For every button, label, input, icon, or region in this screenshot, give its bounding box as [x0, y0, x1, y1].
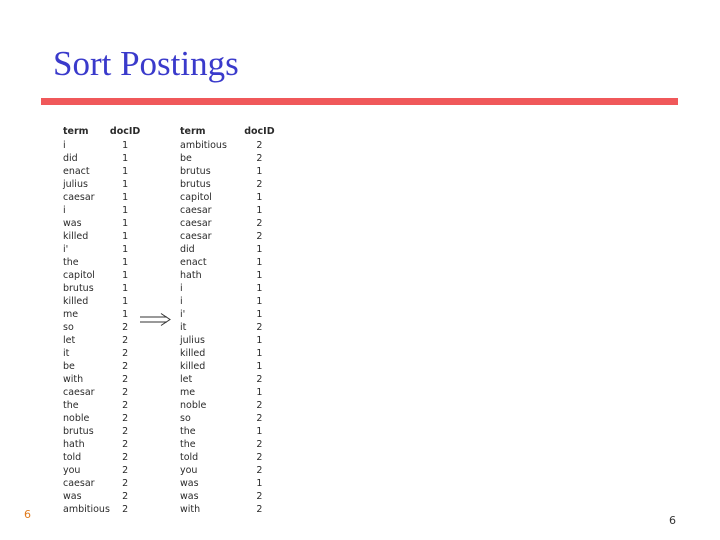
docid-cell: 1	[256, 309, 263, 320]
table-row	[63, 191, 140, 204]
table-row	[180, 295, 292, 308]
table-row	[63, 425, 140, 438]
term-cell: you	[180, 465, 198, 476]
table-row	[63, 373, 140, 386]
term-cell: noble	[180, 400, 207, 411]
term-cell: be	[180, 153, 192, 164]
slide-title: Sort Postings	[53, 44, 239, 83]
docid-cell: 1	[256, 361, 263, 372]
term-cell: i	[180, 296, 183, 307]
table-row	[180, 386, 292, 399]
term-cell: capitol	[180, 192, 212, 203]
docid-cell: 2	[256, 374, 263, 385]
table-row	[63, 386, 140, 399]
docid-cell: 2	[256, 400, 263, 411]
table-row	[63, 360, 140, 373]
column-header-term: term	[180, 126, 206, 137]
term-cell: julius	[63, 179, 88, 190]
term-cell: i'	[180, 309, 186, 320]
table-row	[63, 464, 140, 477]
term-cell: with	[180, 504, 201, 515]
docid-cell: 1	[256, 426, 263, 437]
docid-cell: 1	[256, 166, 263, 177]
docid-cell: 2	[122, 478, 129, 489]
docid-cell: 1	[256, 257, 263, 268]
docid-cell: 2	[122, 413, 129, 424]
term-cell: hath	[180, 270, 202, 281]
docid-cell: 1	[122, 283, 129, 294]
term-cell: capitol	[63, 270, 95, 281]
table-row	[63, 451, 140, 464]
docid-cell: 2	[256, 231, 263, 242]
term-cell: me	[63, 309, 79, 320]
docid-cell: 1	[122, 153, 129, 164]
docid-cell: 1	[122, 166, 129, 177]
term-cell: the	[180, 439, 196, 450]
table-row	[180, 464, 292, 477]
table-row	[63, 347, 140, 360]
term-cell: was	[180, 478, 199, 489]
table-row	[180, 477, 292, 490]
table-row	[180, 217, 292, 230]
docid-cell: 1	[122, 205, 129, 216]
table-row	[180, 243, 292, 256]
term-cell: the	[63, 257, 79, 268]
table-row	[180, 438, 292, 451]
docid-cell: 2	[122, 400, 129, 411]
table-row	[63, 152, 140, 165]
docid-cell: 2	[122, 387, 129, 398]
docid-cell: 2	[122, 452, 129, 463]
term-cell: enact	[63, 166, 90, 177]
term-cell: told	[63, 452, 82, 463]
term-cell: it	[63, 348, 70, 359]
table-row	[180, 269, 292, 282]
docid-cell: 2	[122, 335, 129, 346]
table-row	[63, 295, 140, 308]
term-cell: brutus	[63, 426, 94, 437]
page-number-left: 6	[24, 508, 31, 521]
table-row	[63, 412, 140, 425]
term-cell: me	[180, 387, 196, 398]
table-row	[180, 360, 292, 373]
table-row	[180, 334, 292, 347]
table-row	[63, 230, 140, 243]
term-cell: i	[180, 283, 183, 294]
term-cell: caesar	[63, 478, 95, 489]
docid-cell: 2	[256, 465, 263, 476]
table-row	[180, 139, 292, 152]
docid-cell: 1	[256, 270, 263, 281]
docid-cell: 2	[122, 426, 129, 437]
docid-cell: 1	[256, 348, 263, 359]
term-cell: julius	[180, 335, 205, 346]
table-row	[63, 165, 140, 178]
term-cell: caesar	[63, 192, 95, 203]
table-header-row	[180, 124, 292, 139]
docid-cell: 1	[122, 231, 129, 242]
table-row	[63, 217, 140, 230]
table-row	[180, 425, 292, 438]
table-row	[63, 321, 140, 334]
docid-cell: 1	[122, 140, 129, 151]
docid-cell: 1	[122, 257, 129, 268]
docid-cell: 1	[256, 478, 263, 489]
page-number-right: 6	[669, 514, 676, 527]
term-cell: brutus	[63, 283, 94, 294]
table-row	[63, 438, 140, 451]
docid-cell: 2	[256, 439, 263, 450]
unsorted-postings-table	[63, 124, 140, 516]
docid-cell: 2	[122, 361, 129, 372]
table-row	[180, 230, 292, 243]
docid-cell: 2	[256, 452, 263, 463]
table-row	[180, 191, 292, 204]
table-row	[180, 152, 292, 165]
term-cell: caesar	[180, 205, 212, 216]
docid-cell: 2	[122, 374, 129, 385]
term-cell: so	[63, 322, 74, 333]
docid-cell: 1	[256, 335, 263, 346]
docid-cell: 2	[122, 439, 129, 450]
column-header-docid: docID	[244, 126, 275, 137]
sorted-postings-table	[180, 124, 292, 516]
term-cell: was	[63, 491, 82, 502]
term-cell: was	[180, 491, 199, 502]
term-cell: with	[63, 374, 84, 385]
term-cell: brutus	[180, 179, 211, 190]
docid-cell: 1	[256, 387, 263, 398]
docid-cell: 2	[122, 504, 129, 515]
term-cell: you	[63, 465, 81, 476]
docid-cell: 2	[256, 491, 263, 502]
table-row	[180, 282, 292, 295]
table-row	[63, 477, 140, 490]
table-row	[180, 347, 292, 360]
docid-cell: 2	[256, 322, 263, 333]
table-row	[180, 451, 292, 464]
docid-cell: 1	[122, 244, 129, 255]
table-row	[180, 490, 292, 503]
docid-cell: 1	[122, 179, 129, 190]
docid-cell: 1	[256, 192, 263, 203]
table-row	[180, 256, 292, 269]
term-cell: ambitious	[63, 504, 110, 515]
table-row	[180, 373, 292, 386]
term-cell: brutus	[180, 166, 211, 177]
docid-cell: 2	[122, 465, 129, 476]
term-cell: killed	[180, 348, 206, 359]
docid-cell: 1	[122, 270, 129, 281]
docid-cell: 1	[122, 309, 129, 320]
term-cell: told	[180, 452, 199, 463]
docid-cell: 2	[256, 179, 263, 190]
docid-cell: 1	[256, 283, 263, 294]
docid-cell: 1	[122, 296, 129, 307]
term-cell: i	[63, 205, 66, 216]
term-cell: so	[180, 413, 191, 424]
docid-cell: 1	[256, 244, 263, 255]
term-cell: caesar	[63, 387, 95, 398]
title-divider	[41, 98, 678, 105]
term-cell: killed	[180, 361, 206, 372]
double-right-arrow-icon	[140, 313, 172, 327]
table-row	[63, 178, 140, 191]
table-row	[180, 503, 292, 516]
table-row	[63, 139, 140, 152]
term-cell: be	[63, 361, 75, 372]
term-cell: caesar	[180, 231, 212, 242]
table-row	[63, 269, 140, 282]
term-cell: killed	[63, 296, 89, 307]
docid-cell: 2	[122, 491, 129, 502]
docid-cell: 1	[122, 218, 129, 229]
table-row	[63, 308, 140, 321]
term-cell: was	[63, 218, 82, 229]
term-cell: let	[180, 374, 193, 385]
term-cell: ambitious	[180, 140, 227, 151]
term-cell: i	[63, 140, 66, 151]
term-cell: i'	[63, 244, 69, 255]
table-row	[63, 282, 140, 295]
table-row	[63, 204, 140, 217]
term-cell: noble	[63, 413, 90, 424]
term-cell: caesar	[180, 218, 212, 229]
docid-cell: 2	[256, 413, 263, 424]
column-header-docid: docID	[109, 126, 141, 137]
docid-cell: 2	[256, 218, 263, 229]
table-row	[180, 399, 292, 412]
docid-cell: 1	[256, 205, 263, 216]
docid-cell: 2	[122, 348, 129, 359]
term-cell: let	[63, 335, 76, 346]
table-row	[63, 490, 140, 503]
docid-cell: 2	[256, 140, 263, 151]
table-row	[180, 412, 292, 425]
term-cell: did	[180, 244, 195, 255]
table-row	[63, 334, 140, 347]
term-cell: the	[63, 400, 79, 411]
table-header-row	[63, 124, 140, 139]
term-cell: enact	[180, 257, 207, 268]
table-row	[180, 321, 292, 334]
docid-cell: 2	[256, 504, 263, 515]
table-row	[63, 399, 140, 412]
table-row	[63, 503, 140, 516]
docid-cell: 2	[256, 153, 263, 164]
table-row	[180, 308, 292, 321]
table-row	[180, 178, 292, 191]
docid-cell: 1	[256, 296, 263, 307]
column-header-term: term	[63, 126, 89, 137]
term-cell: did	[63, 153, 78, 164]
term-cell: hath	[63, 439, 85, 450]
docid-cell: 2	[122, 322, 129, 333]
table-row	[63, 243, 140, 256]
term-cell: the	[180, 426, 196, 437]
table-row	[180, 165, 292, 178]
term-cell: killed	[63, 231, 89, 242]
term-cell: it	[180, 322, 187, 333]
docid-cell: 1	[122, 192, 129, 203]
table-row	[180, 204, 292, 217]
table-row	[63, 256, 140, 269]
